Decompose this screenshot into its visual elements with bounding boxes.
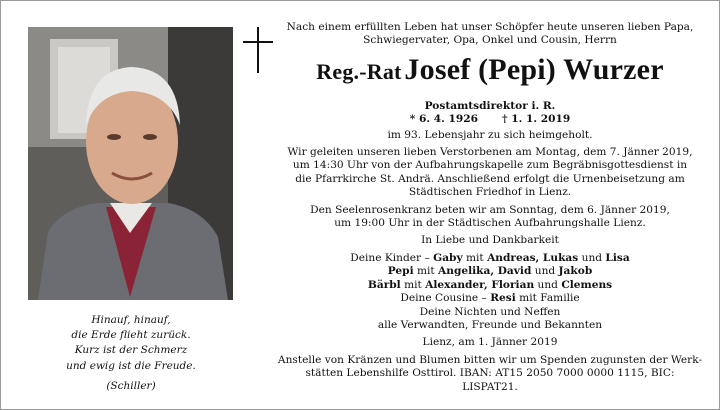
family-name: Andreas, Lukas <box>487 251 579 264</box>
occupation-title: Postamtsdirektor i. R. <box>424 99 556 112</box>
family-name: Bärbl <box>367 278 401 291</box>
family-name: Clemens <box>561 278 613 291</box>
poem-line: und ewig ist die Freude. <box>66 359 196 372</box>
rosary-line: um 19:00 Uhr in der Städtischen Aufbahrungshalle Lienz. <box>334 217 646 230</box>
family-text: mit <box>413 265 439 278</box>
death-date: † 1. 1. 2019 <box>502 113 571 126</box>
family-line <box>277 265 703 278</box>
family-name: Lisa <box>605 251 630 264</box>
birth-date: * 6. 4. 1926 <box>409 113 478 126</box>
family-line: Deine Nichten und Neffen <box>419 305 561 318</box>
funeral-line: die Pfarrkirche St. Andrä. Anschließend erfolgt die Urnenbeisetzung am <box>295 172 685 185</box>
poem-line: die Erde flieht zurück. <box>71 329 191 342</box>
love-line: In Liebe und Dankbarkeit <box>421 234 559 247</box>
family-name: Jakob <box>558 265 593 278</box>
funeral-line: Wir geleiten unseren lieben Verstorbenen am Montag, dem 7. Jänner 2019, <box>287 146 693 159</box>
family-text: und <box>578 251 606 264</box>
family-text: mit <box>400 278 426 291</box>
funeral-line: Städtischen Friedhof in Lienz. <box>408 186 572 199</box>
notice-text <box>277 21 703 394</box>
family-name: Angelika, David <box>438 265 532 278</box>
donation-line: stätten Lebenshilfe Osttirol. IBAN: AT15 2050 7000 0000 1115, BIC: LISPAT21. <box>305 367 675 393</box>
name-full: Josef (Pepi) Wurzer <box>404 52 664 86</box>
family-name: Resi <box>490 292 516 305</box>
intro-line: Nach einem erfüllten Leben hat unser Schöpfer heute unseren lieben Papa, <box>286 21 694 33</box>
family-line <box>277 252 703 265</box>
deceased-name <box>277 51 703 96</box>
family-line: alle Verwandten, Freunde und Bekannten <box>377 318 603 331</box>
family-line <box>277 292 703 305</box>
family-text: und <box>534 278 562 291</box>
poem-line: Hinauf, hinauf, <box>91 314 171 326</box>
family-line <box>277 279 703 292</box>
family-text: und <box>531 265 559 278</box>
family-text: Deine Kinder – <box>350 251 434 264</box>
latin-cross-icon <box>243 27 273 73</box>
family-text: mit Familie <box>515 292 580 305</box>
funeral-line: um 14:30 Uhr von der Aufbahrungskapelle zum Begräbnisgottesdienst in <box>292 159 688 172</box>
life-dates <box>277 113 703 126</box>
family-text: mit <box>462 251 488 264</box>
poem-source: (Schiller) <box>106 379 156 392</box>
family-name: Alexander, Florian <box>425 278 535 291</box>
family-name: Gaby <box>433 251 463 264</box>
family-text: Deine Cousine – <box>400 292 491 305</box>
portrait-photo <box>28 27 233 300</box>
rosary-line: Den Seelenrosenkranz beten wir am Sonntag, dem 6. Jänner 2019, <box>310 203 670 216</box>
age-line: im 93. Lebensjahr zu sich heimgeholt. <box>387 128 593 141</box>
poem <box>21 313 241 394</box>
poem-line: Kurz ist der Schmerz <box>74 344 188 357</box>
intro-line: Schwiegervater, Opa, Onkel und Cousin, Herrn <box>363 34 617 47</box>
name-prefix: Reg.-Rat <box>316 58 402 84</box>
donation-line: Anstelle von Kränzen und Blumen bitten wir um Spenden zugunsten der Werk- <box>277 353 703 366</box>
family-name: Pepi <box>387 265 414 278</box>
place-date: Lienz, am 1. Jänner 2019 <box>422 336 558 349</box>
